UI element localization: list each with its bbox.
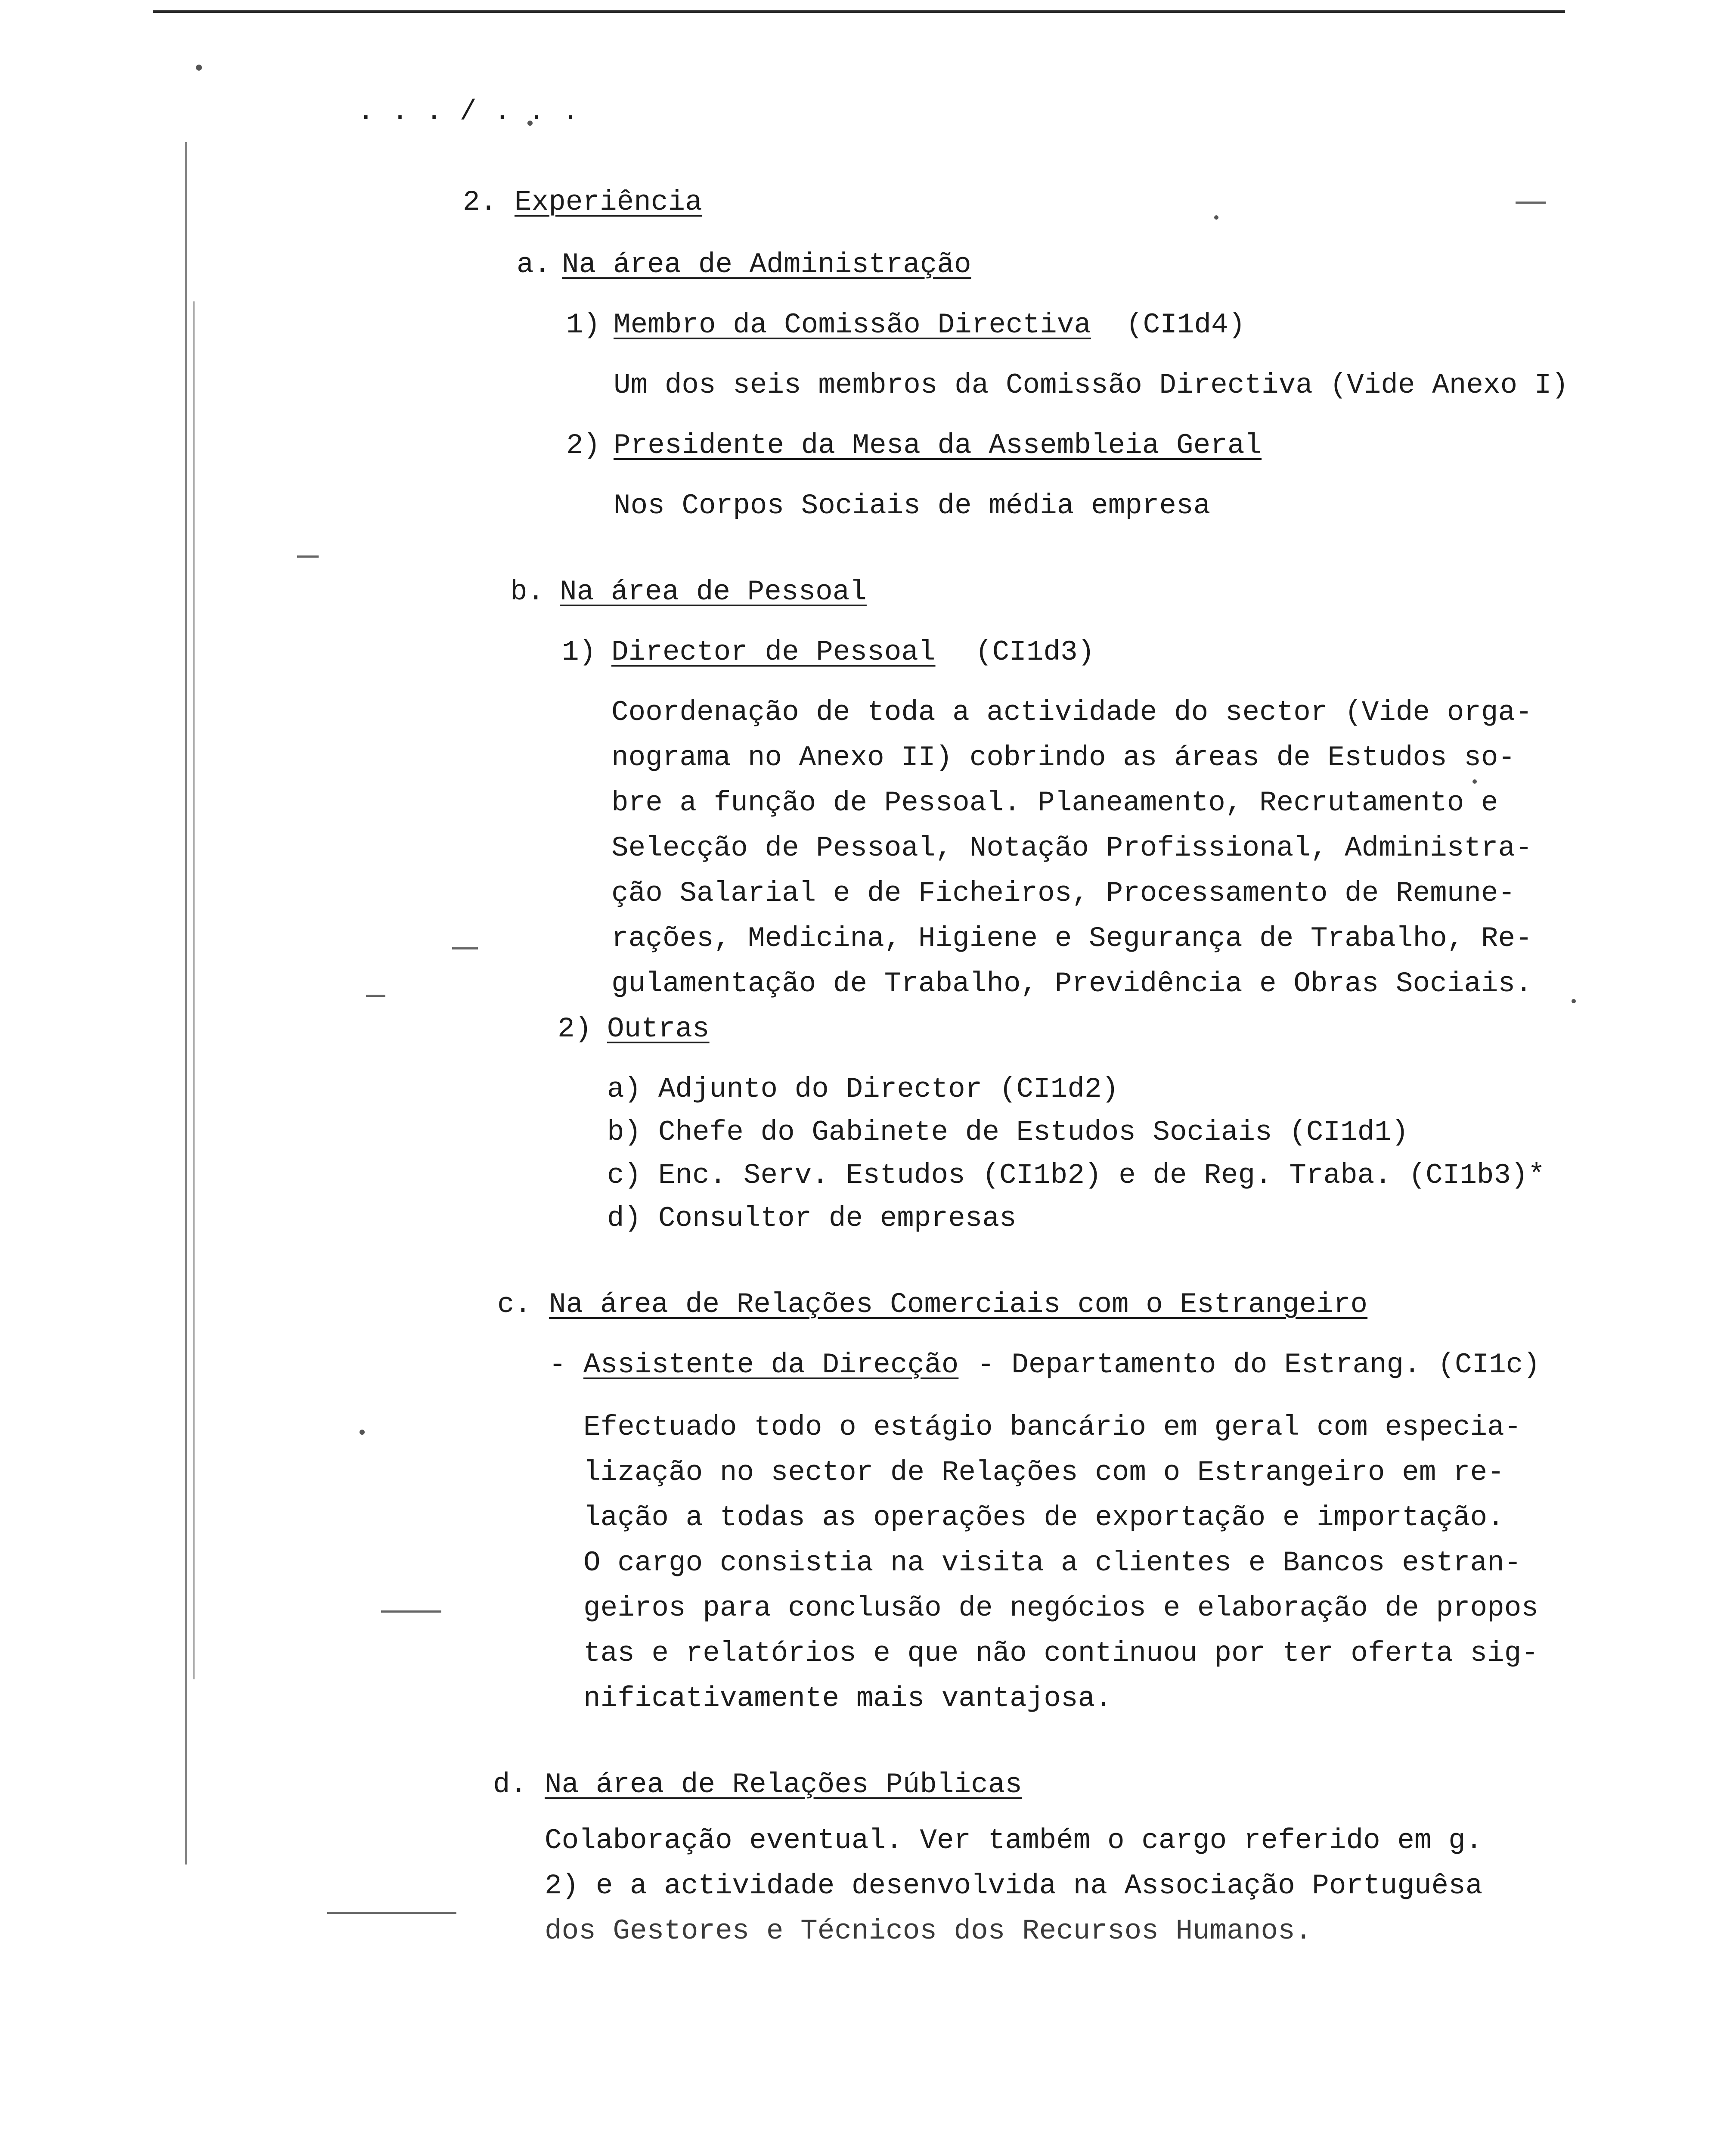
description-line: lização no sector de Relações com o Estrangeiro em re- [583,1456,1504,1489]
sub-item: b) Chefe do Gabinete de Estudos Sociais (CI1d1) [607,1116,1409,1148]
sub-item: d) Consultor de empresas [607,1202,1017,1235]
subsection-c-title: Na área de Relações Comerciais com o Estrangeiro [549,1288,1368,1321]
description-line: geiros para conclusão de negócios e elaboração de propos [583,1592,1538,1624]
role-department: - Departamento do Estrang. (CI1c) [977,1349,1541,1381]
description-line: lação a todas as operações de exportação e importação. [583,1502,1504,1534]
scan-speck [1214,215,1218,220]
section-title: Experiência [515,186,702,218]
section-number: 2. [463,186,497,218]
description-line: 2) e a actividade desenvolvida na Associação Portuguêsa [545,1870,1483,1902]
item-title: Director de Pessoal [611,636,936,668]
item-number: 2) [558,1013,592,1045]
item-number: 1) [566,309,601,341]
subsection-d-title: Na área de Relações Públicas [545,1768,1022,1801]
description-line: tas e relatórios e que não continuou por ter oferta sig- [583,1637,1538,1669]
description-line: Colaboração eventual. Ver também o cargo referido em g. [545,1824,1483,1857]
item-description: Um dos seis membros da Comissão Directiva (Vide Anexo I) [614,369,1569,401]
role-dash: - [549,1349,566,1381]
description-line: Coordenação de toda a actividade do sector (Vide orga- [611,696,1532,729]
item-title: Presidente da Mesa da Assembleia Geral [614,429,1262,462]
description-line: rações, Medicina, Higiene e Segurança de Trabalho, Re- [611,922,1532,955]
scan-speck [196,65,202,71]
description-line: nificativamente mais vantajosa. [583,1682,1112,1715]
description-line: ção Salarial e de Ficheiros, Processamento de Remune- [611,877,1516,909]
margin-scan-line [185,142,187,1864]
scan-dash [1516,202,1546,204]
description-line: gulamentação de Trabalho, Previdência e Obras Sociais. [611,968,1532,1000]
scan-dash [366,995,385,997]
description-line: dos Gestores e Técnicos dos Recursos Humanos. [545,1915,1312,1947]
sub-item: c) Enc. Serv. Estudos (CI1b2) e de Reg. Traba. (CI1b3)* [607,1159,1545,1191]
item-title: Outras [607,1013,710,1045]
page-continuation-marker: . . . / . . . [357,96,579,128]
scan-dash [381,1610,441,1613]
sub-item: a) Adjunto do Director (CI1d2) [607,1073,1119,1105]
scan-speck [1572,999,1576,1003]
subsection-a-letter: a. [517,248,551,281]
margin-scan-line [193,301,195,1679]
role-title: Assistente da Direcção [583,1349,959,1381]
description-line: bre a função de Pessoal. Planeamento, Recrutamento e [611,787,1498,819]
item-code: (CI1d3) [975,636,1095,668]
item-code: (CI1d4) [1126,309,1246,341]
subsection-c-letter: c. [497,1288,532,1321]
subsection-d-letter: d. [493,1768,527,1801]
scan-dash [452,947,478,949]
description-line: Efectuado todo o estágio bancário em geral com especia- [583,1411,1522,1443]
item-title: Membro da Comissão Directiva [614,309,1091,341]
description-line: nograma no Anexo II) cobrindo as áreas de Estudos so- [611,741,1516,774]
description-line: Selecção de Pessoal, Notação Profissional, Administra- [611,832,1532,864]
description-line: O cargo consistia na visita a clientes e Bancos estran- [583,1547,1522,1579]
scan-dash [297,555,319,558]
scan-dash [327,1912,456,1914]
item-number: 1) [562,636,596,668]
subsection-b-letter: b. [510,576,545,608]
item-number: 2) [566,429,601,462]
subsection-a-title: Na área de Administração [562,248,971,281]
subsection-b-title: Na área de Pessoal [560,576,867,608]
item-description: Nos Corpos Sociais de média empresa [614,490,1211,522]
top-rule [153,10,1565,13]
scan-speck [360,1430,365,1435]
